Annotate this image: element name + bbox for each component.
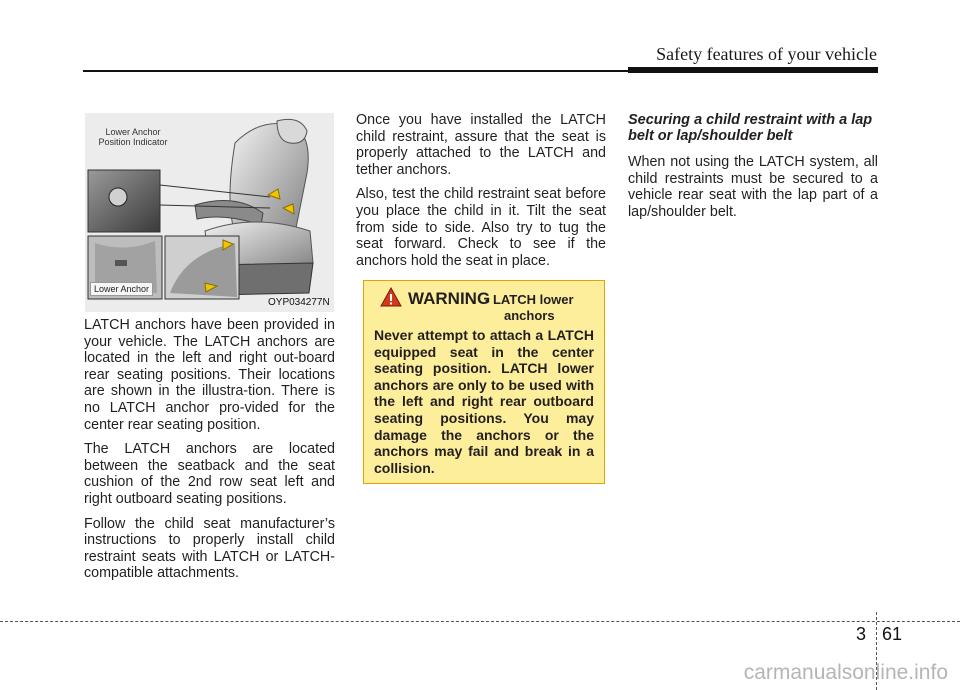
warning-subtitle: - LATCH lower bbox=[485, 292, 574, 307]
lower-anchor-label: Lower Anchor bbox=[90, 282, 153, 296]
page-number: 61 bbox=[882, 624, 903, 644]
column-2-text bbox=[356, 112, 606, 277]
paragraph: Also, test the child restraint seat before you place the child in it. Tilt the seat from side to side. Also try to tug the seat forward. Check to see if the anchors hold the seat in place. bbox=[356, 186, 606, 269]
warning-body: Never attempt to attach a LATCH equipped seat in the center seating position. LATCH lower anchors are only to be used with the left and right rear outboard seating positions. You may damage the anchors or the anchors may fail and break in a collision. bbox=[374, 327, 594, 476]
warning-box bbox=[363, 280, 605, 484]
watermark: carmanualsonline.info bbox=[743, 661, 948, 684]
warning-header bbox=[374, 281, 594, 327]
paragraph: When not using the LATCH system, all child restraints must be secured to a vehicle rear seat with the lap part of a lap/shoulder belt. bbox=[628, 154, 878, 220]
chapter-number: 3 bbox=[856, 624, 867, 644]
paragraph: The LATCH anchors are located between the seatback and the seat cushion of the 2nd row seat left and right outboard seating positions. bbox=[84, 441, 335, 507]
warning-triangle-icon bbox=[380, 287, 402, 312]
section-title: Safety features of your vehicle bbox=[656, 44, 877, 64]
header-tab-bar bbox=[628, 67, 878, 73]
callout-line-2: Position Indicator bbox=[98, 137, 168, 147]
paragraph: Follow the child seat manufacturer’s instructions to properly install child restraint seats with LATCH or LATCH-compatible attachments. bbox=[84, 515, 335, 582]
footer-rule bbox=[0, 621, 960, 622]
paragraph: LATCH anchors have been provided in your vehicle. The LATCH anchors are located in the left and right out-board rear seating positions. Their locations are shown in the illustra-tion. There is no LATCH anchor pro-vided for the center rear seating position. bbox=[84, 317, 335, 433]
warning-word: WARNING bbox=[408, 289, 491, 308]
callout-lower-anchor-indicator bbox=[88, 127, 178, 147]
column-1-text bbox=[84, 317, 335, 590]
column-3-text bbox=[628, 112, 878, 228]
section-subheading: Securing a child restraint with a lap belt or lap/shoulder belt bbox=[628, 112, 873, 144]
warning-subtitle-continued: anchors bbox=[504, 308, 555, 323]
callout-line-1: Lower Anchor bbox=[105, 127, 161, 137]
figure-code: OYP034277N bbox=[268, 297, 330, 308]
paragraph: Once you have installed the LATCH child restraint, assure that the seat is properly attached to the LATCH and tether anchors. bbox=[356, 112, 606, 178]
